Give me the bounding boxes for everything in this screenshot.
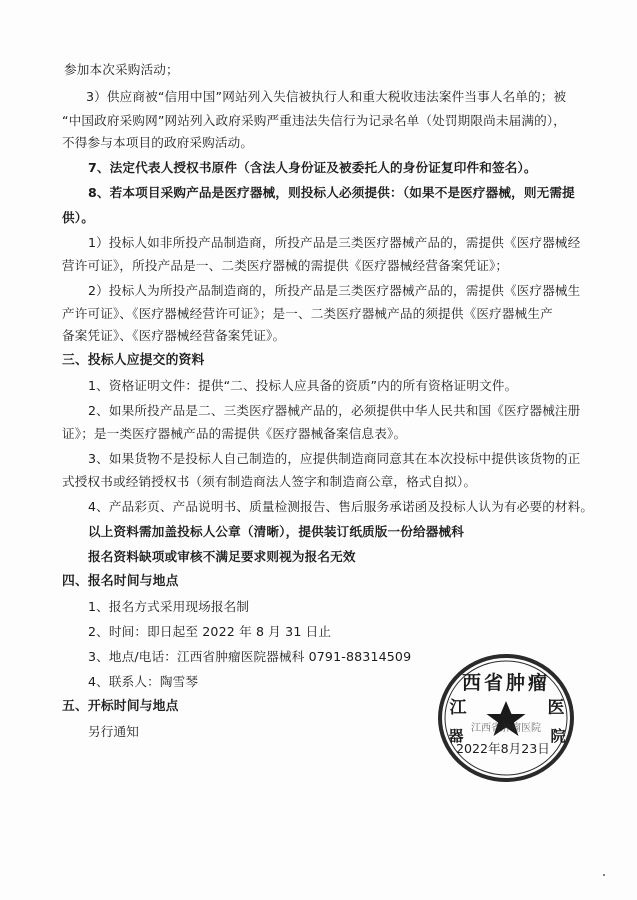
text-line: 4、产品彩页、产品说明书、质量检测报告、售后服务承诺函及投标人认为有必要的材料。 — [88, 499, 594, 514]
text-line: 3）供应商被“信用中国”网站列入失信被执行人和重大税收违法案件当事人名单的；被 — [86, 89, 567, 104]
text-line: 3、地点/电话：江西省肿瘤医院器械科 0791-88314509 — [88, 649, 412, 664]
text-line: 另行通知 — [88, 724, 139, 739]
svg-text:江西省肿瘤医院: 江西省肿瘤医院 — [471, 723, 541, 734]
text-line: 不得参与本项目的政府采购活动。 — [62, 135, 254, 150]
text-line: “中国政府采购网”网站列入政府采购严重违法失信行为记录名单（处罚期限尚未届满的）， — [62, 113, 567, 128]
text-line: 1、报名方式采用现场报名制 — [88, 599, 250, 614]
text-line: 参加本次采购活动； — [64, 62, 179, 77]
text-line: 1、资格证明文件：提供“二、投标人应具备的资质”内的所有资格证明文件。 — [88, 378, 518, 393]
text-line-bold: 报名资料缺项或审核不满足要求则视为报名无效 — [88, 549, 356, 564]
text-line: 备案凭证》、《医疗器械经营备案凭证》。 — [62, 328, 286, 343]
section-heading: 三、投标人应提交的资料 — [62, 353, 205, 368]
text-line: 证》；是一类医疗器械产品的需提供《医疗器械备案信息表》。 — [62, 426, 407, 441]
text-line: 营许可证》，所投产品是一、二类医疗器械的需提供《医疗器械经营备案凭证》； — [62, 258, 509, 273]
text-line: 产许可证》、《医疗器械经营许可证》；是一、二类医疗器械产品的须提供《医疗器械生产 — [62, 306, 553, 321]
section-heading: 四、报名时间与地点 — [62, 574, 179, 589]
svg-text:西省肿瘤: 西省肿瘤 — [461, 672, 551, 694]
svg-text:江: 江 — [449, 698, 467, 718]
scan-speck — [603, 874, 605, 876]
svg-text:院: 院 — [550, 727, 566, 745]
section-heading: 五、开标时间与地点 — [62, 699, 179, 714]
text-line-bold: 以上资料需加盖投标人公章（清晰），提供装订纸质版一份给器械科 — [88, 524, 465, 539]
text-line: 2、时间：即日起至 2022 年 8 月 31 日止 — [88, 624, 332, 639]
text-line: 4、联系人：陶雪琴 — [88, 674, 199, 689]
official-seal — [436, 651, 576, 785]
text-line: 2）投标人为所投产品制造商的，所投产品是三类医疗器械产品的，需提供《医疗器械生 — [88, 283, 581, 298]
text-line: 3、如果货物不是投标人自己制造的，应提供制造商同意其在本次投标中提供该货物的正 — [88, 451, 581, 466]
text-line: 式授权书或经销授权书（须有制造商法人签字和制造商公章，格式自拟）。 — [62, 474, 477, 489]
text-line: 2、如果所投产品是二、三类医疗器械产品的，必须提供中华人民共和国《医疗器械注册 — [88, 403, 581, 418]
text-line-bold: 7、法定代表人授权书原件（含法人身份证及被委托人的身份证复印件和签名）。 — [88, 160, 537, 175]
text-line: 1）投标人如非所投产品制造商，所投产品是三类医疗器械产品的，需提供《医疗器械经 — [88, 235, 581, 250]
svg-text:医: 医 — [547, 698, 565, 718]
svg-text:器: 器 — [448, 727, 464, 745]
text-line-bold: 8、若本项目采购产品是医疗器械，则投标人必须提供：（如果不是医疗器械，则无需提 — [88, 185, 575, 200]
text-line-bold: 供）。 — [62, 210, 94, 225]
signature-date: 2022年8月23日 — [456, 741, 550, 756]
